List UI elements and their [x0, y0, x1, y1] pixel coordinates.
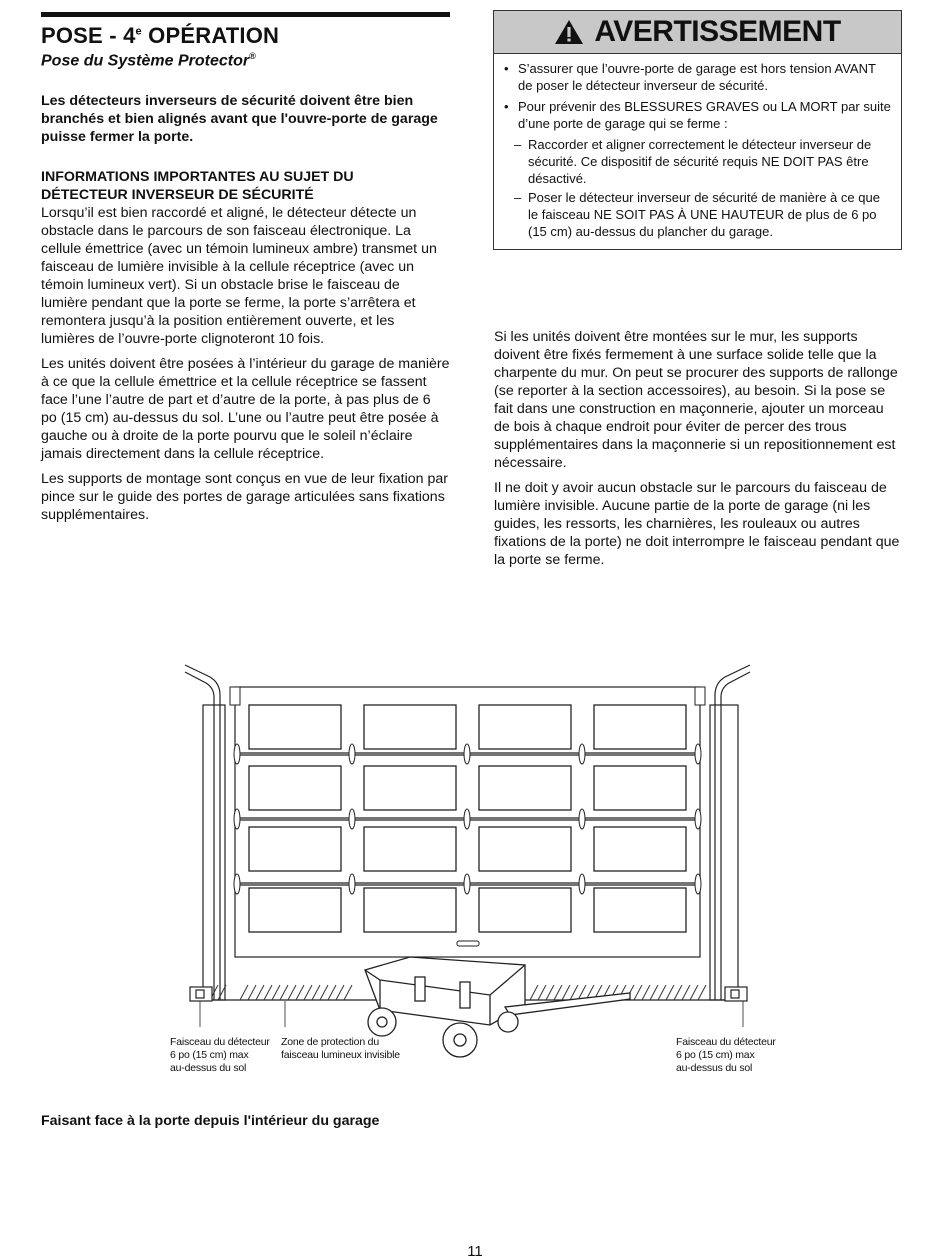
- left-paragraph-2: Les unités doivent être posées à l’intérieur du garage de manière à ce que la cellule émettrice et la cellule réceptrice se fassent face l’une l’autre de part et d’autre de la porte, à pas plus de 6 po (15 cm) au-dessus du sol. L’une ou l’autre peut être posée à gauche ou à droite de la porte pourvu que le soleil n’éclaire jamais directement dans la cellule réceptrice.: [41, 356, 450, 463]
- warning-dash-1: – Raccorder et aligner correctement le détecteur inverseur de sécurité. Ce dispositif de sécurité requis NE DOIT PAS être désactivé.: [504, 136, 893, 187]
- figure-caption: Faisant face à la porte depuis l'intérieur du garage: [41, 1113, 380, 1129]
- right-paragraph-2: Il ne doit y avoir aucun obstacle sur le parcours du faisceau de lumière invisible. Aucune partie de la porte de garage (ni les guides, les ressorts, les charnières, les rouleaux ou autres fixations de la porte) ne doit interrompre le faisceau pendant que la porte se ferme.: [494, 480, 900, 568]
- label-zone-line2: faisceau lumineux invisible: [281, 1049, 400, 1061]
- label-left-line2: 6 po (15 cm) max: [170, 1049, 249, 1061]
- page-number: 11: [467, 1243, 483, 1260]
- title-rest: OPÉRATION: [141, 23, 280, 48]
- label-left-sensor: [170, 1036, 270, 1075]
- left-paragraph-1: Lorsqu’il est bien raccordé et aligné, le détecteur détecte un obstacle dans le parcours de son faisceau électronique. La cellule émettrice (avec un témoin lumineux ambre) transmet un faisceau de lumière invisible à la cellule réceptrice (avec un témoin lumineux vert). Si un obstacle brise le faisceau de lumière pendant que la porte se ferme, la porte s’arrêtera et remontera jusqu’à la position entièrement ouverte, et les lumières de l’ouvre-porte clignoteront 10 fois.: [41, 205, 437, 348]
- lead-paragraph: Les détecteurs inverseurs de sécurité doivent être bien branchés et bien alignés avant que l'ouvre-porte de garage puisse fermer la porte.: [41, 93, 438, 146]
- page-title: [41, 23, 450, 49]
- label-right-sensor: [676, 1036, 776, 1075]
- right-column: [494, 328, 903, 576]
- title-rule: [41, 12, 450, 17]
- label-left-line3: au-dessus du sol: [170, 1062, 247, 1074]
- warning-box: [493, 10, 902, 250]
- wagon-obstacle: [365, 957, 630, 1057]
- garage-door-illustration: [160, 655, 770, 1090]
- section-heading-line1: INFORMATIONS IMPORTANTES AU SUJET DU: [41, 169, 354, 186]
- right-track: [715, 665, 750, 1000]
- warning-triangle-icon: [554, 19, 584, 45]
- label-zone-line1: Zone de protection du: [281, 1036, 379, 1048]
- left-paragraph-3: Les supports de montage sont conçus en vue de leur fixation par pince sur le guide des portes de garage articulées sans fixations supplémentaires.: [41, 471, 448, 524]
- warning-title: AVERTISSEMENT: [594, 15, 841, 48]
- label-right-line1: Faisceau du détecteur: [676, 1036, 776, 1048]
- right-paragraph-1: Si les unités doivent être montées sur le mur, les supports doivent être fixés fermement à une surface solide telle que la charpente du mur. On peut se procurer des supports de rallonge (se reporter à la section accessoires), au besoin. Si la pose se fait dans une construction en maçonnerie, ajouter un morceau de bois à chaque endroit pour éviter de percer des trous supplémentaires dans la maçonnerie si un repositionnement est nécessaire.: [494, 329, 898, 471]
- label-protection-zone: [281, 1036, 400, 1062]
- warning-header: [494, 11, 901, 54]
- warning-dash-2: – Poser le détecteur inverseur de sécurité de manière à ce que le faisceau NE SOIT PAS À UNE HAUTEUR de plus de 6 po (15 cm) au-dessus du plancher du garage.: [504, 189, 893, 240]
- garage-door-drawing: [160, 655, 770, 1085]
- section-heading: [41, 168, 450, 204]
- warning-bullet-1: • S’assurer que l’ouvre-porte de garage est hors tension AVANT de poser le détecteur inverseur de sécurité.: [504, 60, 893, 94]
- registered-mark: ®: [249, 51, 256, 61]
- left-column: [41, 12, 450, 531]
- title-main: POSE - 4: [41, 23, 136, 48]
- section-heading-line2: DÉTECTEUR INVERSEUR DE SÉCURITÉ: [41, 187, 314, 204]
- subtitle-text: Pose du Système Protector: [41, 52, 250, 70]
- label-right-line2: 6 po (15 cm) max: [676, 1049, 755, 1061]
- label-right-line3: au-dessus du sol: [676, 1062, 753, 1074]
- page-subtitle: [41, 51, 450, 70]
- warning-body: [494, 54, 901, 240]
- label-left-line1: Faisceau du détecteur: [170, 1036, 270, 1048]
- warning-bullet-2: • Pour prévenir des BLESSURES GRAVES ou LA MORT par suite d’une porte de garage qui se ferme :: [504, 98, 893, 132]
- title-superscript: e: [135, 25, 142, 38]
